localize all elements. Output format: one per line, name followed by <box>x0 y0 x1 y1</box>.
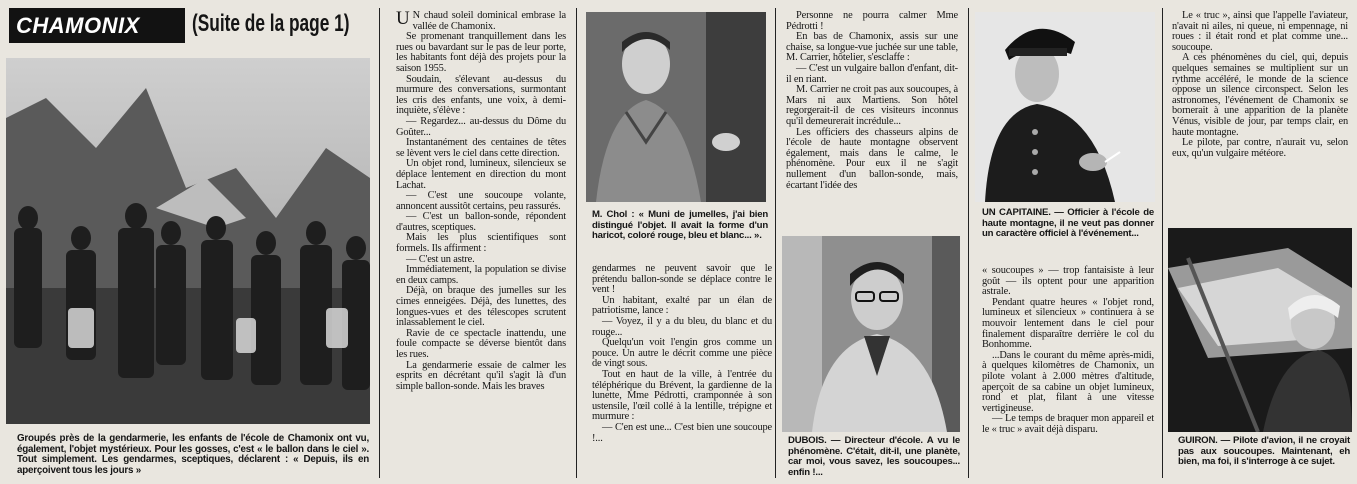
column-rule <box>379 8 380 478</box>
column-rule <box>1162 8 1163 478</box>
article-paragraph: ...Dans le courant du même après-midi, à quelques kilomètres de Chamonix, un pilote volant à 2.000 mètres d'altitude, aperçoit de sa cabine un objet lumineux, rond et plat, filant à une vitesse vertigineuse. <box>982 349 1154 414</box>
article-paragraph: En bas de Chamonix, assis sur une chaise, sa longue-vue juchée sur une table, M. Carrier, hôtelier, s'esclaffe : <box>786 31 958 64</box>
article-paragraph: Déjà, on braque des jumelles sur les cimes enneigées. Déjà, des lunettes, des longues-vues et des télescopes scrutent inlassablement le ciel. <box>396 285 566 329</box>
article-paragraph: Le « truc », ainsi que l'appelle l'aviateur, n'avait ni ailes, ni queue, ni empennage, ni roues : il était rond et plat comme une... soucoupe. <box>1172 10 1348 53</box>
chol-caption: M. Chol : « Muni de jumelles, j'ai bien distingué l'objet. Il avait la forme d'un haricot, coloré rouge, bleu et blanc... ». <box>592 209 768 242</box>
article-paragraph: — Regardez... au-dessus du Dôme du Goûter... <box>396 115 566 138</box>
dubois-photo <box>782 236 960 432</box>
column-rule <box>968 8 969 478</box>
dubois-caption <box>788 436 960 478</box>
article-paragraph: Se promenant tranquillement dans les rues ou bavardant sur le pas de leur porte, les habitants font déjà des projets pour la saison 1955. <box>396 31 566 74</box>
captain-caption <box>982 208 1154 240</box>
article-column-3 <box>786 11 958 191</box>
article-paragraph: — C'est un astre. <box>406 253 475 265</box>
captain-photo <box>975 12 1155 202</box>
article-paragraph: — C'est un vulgaire ballon d'enfant, dit-il en riant. <box>786 62 958 85</box>
article-paragraph: M. Carrier ne croit pas aux soucoupes, à Mars ni aux Martiens. Son hôtel regorgerait-il de ces visiteurs inconnus qu'il demeurerait incrédule... <box>786 84 958 127</box>
children-photo <box>6 58 370 424</box>
article-paragraph: Ravie de ce spectacle inattendu, une foule compacte se déverse bientôt dans les rues. <box>396 327 566 360</box>
guiron-caption <box>1178 436 1350 468</box>
guiron-photo <box>1168 228 1352 432</box>
article-paragraph: gendarmes ne peuvent savoir que le prétendu ballon-sonde se déplace contre le vent ! <box>592 263 772 296</box>
article-paragraph: Immédiatement, la population se divise en deux camps. <box>396 264 566 286</box>
dubois-name: DUBOIS. <box>788 435 827 446</box>
article-paragraph: Tout en haut de la ville, à l'entrée du téléphérique du Brévent, la gardienne de la lunette, Mme Pédrotti, cramponnée à son ustensile, l'œil collé à la lentille, trépigne et murmure : <box>592 368 772 423</box>
article-paragraph: Les officiers des chasseurs alpins de l'école de haute montagne observent également, mais dans le calme, le phénomène. Pour eux il ne s'agit nullement d'un ballon-sonde, mais, écartant l'idée des <box>786 126 958 191</box>
article-paragraph: U N chaud soleil dominical embrase la vallée de Chamonix. <box>396 8 566 32</box>
article-paragraph: Mais les plus scientifiques sont formels. Ils affirment : <box>396 232 566 255</box>
guiron-name: GUIRON. <box>1178 435 1218 446</box>
chol-photo <box>586 12 766 202</box>
captain-text: — Officier à l'école de haute montagne, il ne veut pas donner un caractère officiel à l'événement... <box>982 207 1154 240</box>
article-paragraph: Personne ne pourra calmer Mme Pédrotti ! <box>786 10 958 32</box>
captain-name: UN CAPITAINE. <box>982 207 1051 218</box>
article-paragraph: Instantanément des centaines de têtes se lèvent vers le ciel dans cette direction. <box>396 137 566 159</box>
article-paragraph: A ces phénomènes du ciel, qui, depuis quelques semaines se multiplient sur un rythme accéléré, le monde de la science oppose un silence circonspect. Selon les astronomes, l'événement de Chamonix se bornerait à une apparition de la planète Vénus, visible de jour, par temps clair, en haute montagne. <box>1172 52 1348 138</box>
article-paragraph: Soudain, s'élevant au-dessus du murmure des conversations, surmontant les cris des enfants, une voix, à demi-inquiète, s'élève : <box>396 73 566 117</box>
article-paragraph: — C'est un ballon-sonde, répondent d'autres, sceptiques. <box>396 211 566 233</box>
guiron-text: — Pilote d'avion, il ne croyait pas aux soucoupes. Maintenant, eh bien, ma foi, il s'interroge à ce sujet. <box>1178 435 1350 468</box>
article-paragraph: — C'est une soucoupe volante, annoncent aussitôt certains, peu rassurés. <box>396 190 566 212</box>
article-paragraph: — Voyez, il y a du bleu, du blanc et du rouge... <box>592 315 772 338</box>
article-paragraph: Un habitant, exalté par un élan de patriotisme, lance : <box>592 294 772 317</box>
column-rule <box>576 8 577 478</box>
article-paragraph: La gendarmerie essaie de calmer les esprits en décrétant qu'il s'agit là d'un simple ballon-sonde. Mais les braves <box>396 359 566 392</box>
article-column-1 <box>396 8 566 392</box>
article-paragraph: — C'en est une... C'est bien une soucoupe !... <box>592 421 772 444</box>
article-paragraph: Pendant quatre heures « l'objet rond, lumineux et silencieux » continuera à se mouvoir lentement dans le ciel pour finalement disparaître derrière le col du Bonhomme. <box>982 296 1154 351</box>
article-paragraph: Quelqu'un voit l'engin gros comme un pouce. Un autre le décrit comme une pièce de vingt sous. <box>592 337 772 370</box>
drop-cap: U <box>396 8 410 29</box>
section-label: CHAMONIX <box>16 13 140 38</box>
children-caption: Groupés près de la gendarmerie, les enfants de l'école de Chamonix ont vu, également, l'objet mystérieux. Pour les gosses, c'est « le ballon dans le ciel ». Tout simplement. Les gendarmes, sceptiques, déclarent : « Depuis, ils en aperçoivent tous les jours » <box>17 433 369 476</box>
article-column-5 <box>1172 11 1348 159</box>
article-paragraph: « soucoupes » — trop fantaisiste à leur goût — ils optent pour une apparition astrale. <box>982 265 1154 298</box>
article-paragraph: Le pilote, par contre, n'aurait vu, selon eux, qu'un vulgaire météore. <box>1172 137 1348 159</box>
page-title: (Suite de la page 1) <box>192 10 350 37</box>
article-paragraph: Un objet rond, lumineux, silencieux se déplace lentement en direction du mont Lachat. <box>396 158 566 191</box>
article-column-2 <box>592 264 772 444</box>
dubois-text: — Directeur d'école. A vu le phénomène. C'était, dit-il, une planète, car moi, vous savez, les soucoupes... enfin !... <box>788 435 960 478</box>
article-column-4 <box>982 266 1154 436</box>
article-paragraph: — Le temps de braquer mon appareil et le « truc » avait déjà disparu. <box>982 413 1154 435</box>
column-rule <box>775 8 776 478</box>
